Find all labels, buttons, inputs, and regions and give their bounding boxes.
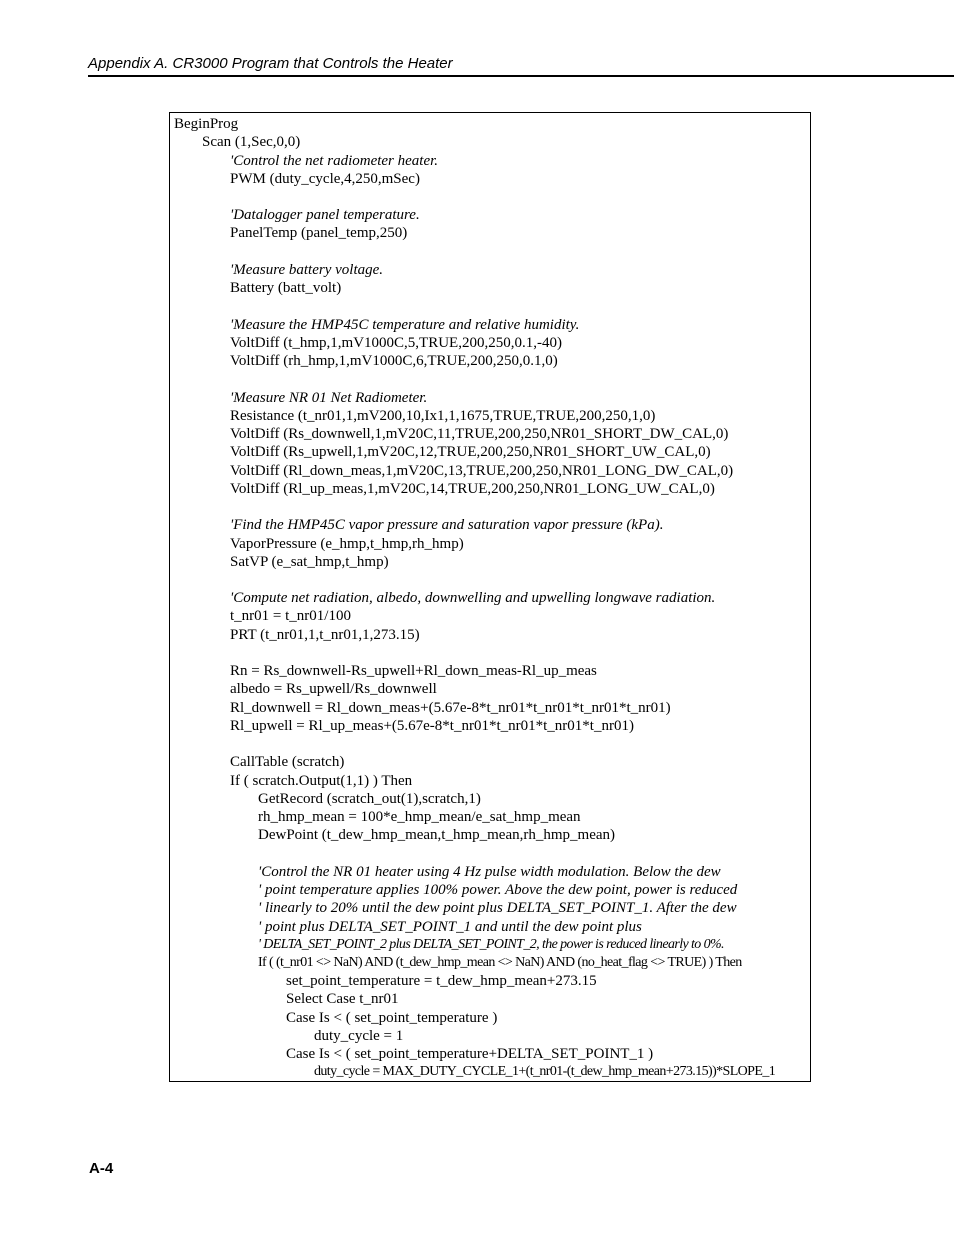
code-line-rh-mean: rh_hmp_mean = 100*e_hmp_mean/e_sat_hmp_mean: [258, 809, 581, 825]
code-line-getrecord: GetRecord (scratch_out(1),scratch,1): [258, 791, 481, 807]
header-rule: [88, 75, 954, 77]
code-comment-nr01: 'Measure NR 01 Net Radiometer.: [230, 390, 428, 406]
code-line-voltdiff-rhhmp: VoltDiff (rh_hmp,1,mV1000C,6,TRUE,200,250,0.1,0): [230, 353, 558, 369]
code-line-rl-downwell: Rl_downwell = Rl_down_meas+(5.67e-8*t_nr01*t_nr01*t_nr01*t_nr01): [230, 700, 671, 716]
code-line-prt: PRT (t_nr01,1,t_nr01,1,273.15): [230, 627, 420, 643]
code-comment-control-4: ' point plus DELTA_SET_POINT_1 and until the dew point plus: [258, 919, 642, 935]
page-number: A-4: [89, 1160, 114, 1177]
running-header: Appendix A. CR3000 Program that Controls the Heater: [88, 55, 453, 72]
code-line-select-case: Select Case t_nr01: [286, 991, 399, 1007]
code-line-albedo: albedo = Rs_upwell/Rs_downwell: [230, 681, 437, 697]
code-line-voltdiff-thmp: VoltDiff (t_hmp,1,mV1000C,5,TRUE,200,250,0.1,-40): [230, 335, 562, 351]
code-line-scan: Scan (1,Sec,0,0): [202, 134, 301, 150]
code-line-duty-2: duty_cycle = MAX_DUTY_CYCLE_1+(t_nr01-(t_dew_hmp_mean+273.15))*SLOPE_1: [314, 1064, 776, 1079]
code-line-case-2: Case Is < ( set_point_temperature+DELTA_SET_POINT_1 ): [286, 1046, 654, 1062]
code-comment-heater: 'Control the net radiometer heater.: [230, 153, 439, 169]
code-line-resistance: Resistance (t_nr01,1,mV200,10,Ix1,1,1675,TRUE,TRUE,200,250,1,0): [230, 408, 656, 424]
code-line-voltdiff-rlup: VoltDiff (Rl_up_meas,1,mV20C,14,TRUE,200,250,NR01_LONG_UW_CAL,0): [230, 481, 715, 497]
code-line-voltdiff-rldown: VoltDiff (Rl_down_meas,1,mV20C,13,TRUE,200,250,NR01_LONG_DW_CAL,0): [230, 463, 734, 479]
code-comment-panel-temp: 'Datalogger panel temperature.: [230, 207, 420, 223]
code-comment-control-2: ' point temperature applies 100% power. Above the dew point, power is reduced: [258, 882, 738, 898]
code-comment-hmp45c: 'Measure the HMP45C temperature and relative humidity.: [230, 317, 580, 333]
code-line-duty-1: duty_cycle = 1: [314, 1028, 404, 1044]
code-comment-battery: 'Measure battery voltage.: [230, 262, 384, 278]
code-line-if-output: If ( scratch.Output(1,1) ) Then: [230, 773, 413, 789]
code-line-set-point: set_point_temperature = t_dew_hmp_mean+273.15: [286, 973, 597, 989]
code-line-satvp: SatVP (e_sat_hmp,t_hmp): [230, 554, 389, 570]
code-line-if-nan: If ( (t_nr01 <> NaN) AND (t_dew_hmp_mean <> NaN) AND (no_heat_flag <> TRUE) ) Then: [258, 955, 742, 970]
code-comment-vapor: 'Find the HMP45C vapor pressure and saturation vapor pressure (kPa).: [230, 517, 664, 533]
code-line-voltdiff-rsdown: VoltDiff (Rs_downwell,1,mV20C,11,TRUE,200,250,NR01_SHORT_DW_CAL,0): [230, 426, 729, 442]
code-line-beginprog: BeginProg: [174, 116, 239, 132]
code-comment-control-5: ' DELTA_SET_POINT_2 plus DELTA_SET_POINT_2, the power is reduced linearly to 0%.: [258, 937, 724, 952]
code-line-case-1: Case Is < ( set_point_temperature ): [286, 1010, 498, 1026]
code-line-vaporpressure: VaporPressure (e_hmp,t_hmp,rh_hmp): [230, 536, 464, 552]
code-comment-compute: 'Compute net radiation, albedo, downwelling and upwelling longwave radiation.: [230, 590, 716, 606]
code-line-pwm: PWM (duty_cycle,4,250,mSec): [230, 171, 420, 187]
code-comment-control-1: 'Control the NR 01 heater using 4 Hz pulse width modulation. Below the dew: [258, 864, 721, 880]
code-line-rn: Rn = Rs_downwell-Rs_upwell+Rl_down_meas-Rl_up_meas: [230, 663, 597, 679]
code-line-paneltemp: PanelTemp (panel_temp,250): [230, 225, 408, 241]
code-line-tnr01: t_nr01 = t_nr01/100: [230, 608, 351, 624]
code-line-calltable: CallTable (scratch): [230, 754, 345, 770]
code-line-battery: Battery (batt_volt): [230, 280, 342, 296]
code-line-voltdiff-rsup: VoltDiff (Rs_upwell,1,mV20C,12,TRUE,200,250,NR01_SHORT_UW_CAL,0): [230, 444, 711, 460]
code-line-dewpoint: DewPoint (t_dew_hmp_mean,t_hmp_mean,rh_hmp_mean): [258, 827, 616, 843]
code-comment-control-3: ' linearly to 20% until the dew point plus DELTA_SET_POINT_1. After the dew: [258, 900, 737, 916]
code-line-rl-upwell: Rl_upwell = Rl_up_meas+(5.67e-8*t_nr01*t_nr01*t_nr01*t_nr01): [230, 718, 634, 734]
